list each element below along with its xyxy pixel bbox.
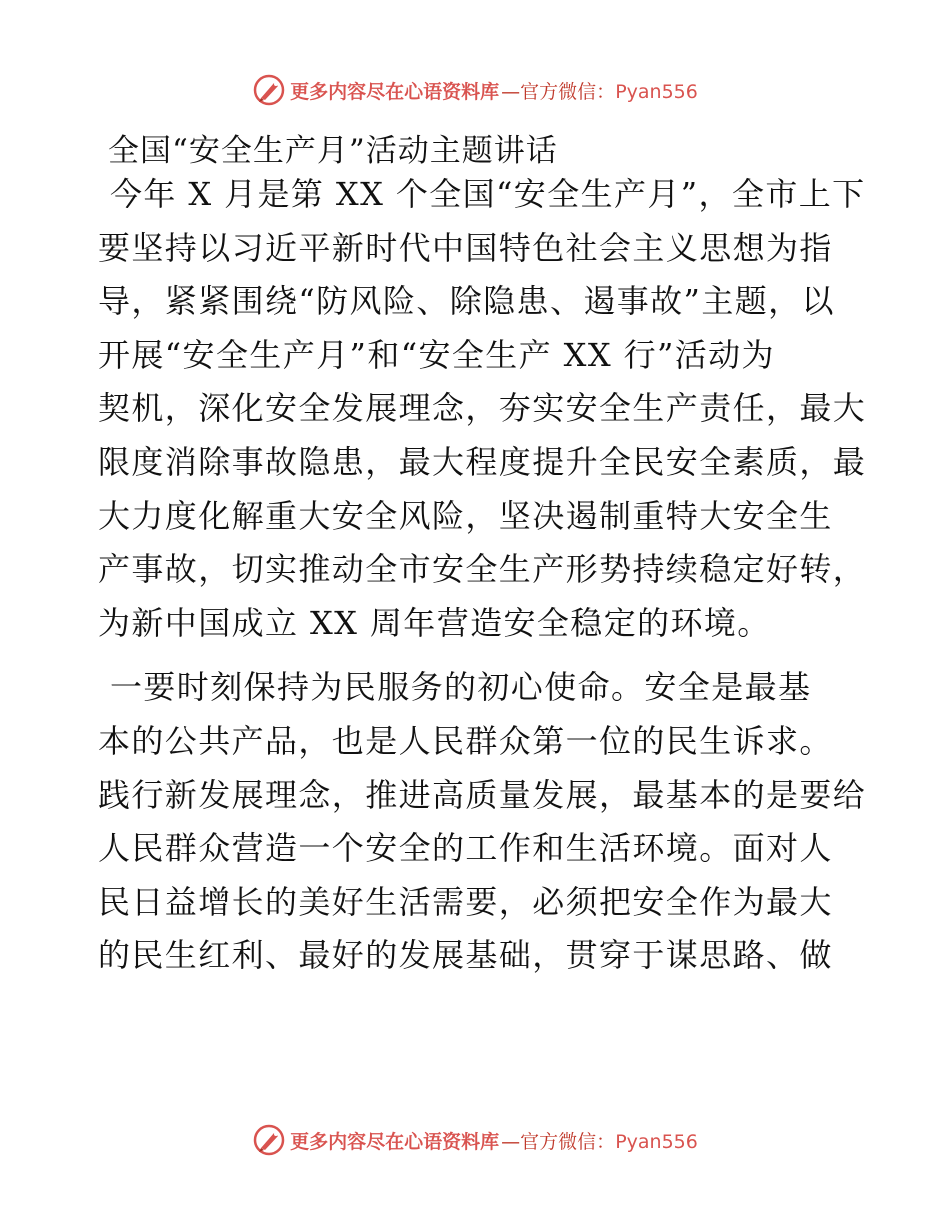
watermark-main-text: 更多内容尽在心语资料库 xyxy=(290,1130,500,1153)
text-line: 开展“安全生产月”和“安全生产 XX 行”活动为 xyxy=(98,335,775,374)
text-line: 的民生红利、最好的发展基础，贯穿于谋思路、做 xyxy=(98,936,833,975)
text-line: 大力度化解重大安全风险，坚决遏制重特大安全生 xyxy=(98,496,833,535)
document-body xyxy=(98,168,867,994)
watermark-official-label: 官方微信： xyxy=(520,80,616,103)
document-title: 全国“安全生产月”活动主题讲话 xyxy=(108,133,558,169)
footer-watermark-banner xyxy=(0,1120,950,1160)
watermark-dash: — xyxy=(501,1130,519,1153)
text-line: 限度消除事故隐患，最大程度提升全民安全素质，最 xyxy=(98,442,867,481)
text-line: 人民群众营造一个安全的工作和生活环境。面对人 xyxy=(98,829,833,868)
pen-logo-icon xyxy=(252,73,286,107)
text-line: 要坚持以习近平新时代中国特色社会主义思想为指 xyxy=(98,228,833,267)
watermark-dash: — xyxy=(501,80,519,103)
text-line: 践行新发展理念，推进高质量发展，最基本的是要给 xyxy=(98,775,867,814)
text-line: 今年 X 月是第 XX 个全国“安全生产月”，全市上下 xyxy=(110,175,866,213)
header-watermark-banner xyxy=(0,70,950,110)
text-line: 本的公共产品，也是人民群众第一位的民生诉求。 xyxy=(98,721,833,760)
text-line: 民日益增长的美好生活需要，必须把安全作为最大 xyxy=(98,882,833,921)
paragraph-1 xyxy=(98,168,867,650)
pen-logo-icon xyxy=(252,1123,286,1157)
watermark-text xyxy=(290,1127,698,1154)
text-line: 产事故，切实推动全市安全生产形势持续稳定好转， xyxy=(98,550,867,589)
paragraph-2 xyxy=(98,661,867,983)
text-line: 导，紧紧围绕“防风险、除隐患、遏事故”主题，以 xyxy=(98,282,835,321)
watermark-wechat-id: Pyan556 xyxy=(615,1130,698,1153)
watermark-main-text: 更多内容尽在心语资料库 xyxy=(290,80,500,103)
watermark-official-label: 官方微信： xyxy=(520,1130,616,1153)
watermark-wechat-id: Pyan556 xyxy=(615,80,698,103)
text-line: 为新中国成立 XX 周年营造安全稳定的环境。 xyxy=(98,603,771,642)
text-line: 一要时刻保持为民服务的初心使命。安全是最基 xyxy=(110,668,812,707)
watermark-text xyxy=(290,77,698,104)
text-line: 契机，深化安全发展理念，夯实安全生产责任，最大 xyxy=(98,389,867,428)
